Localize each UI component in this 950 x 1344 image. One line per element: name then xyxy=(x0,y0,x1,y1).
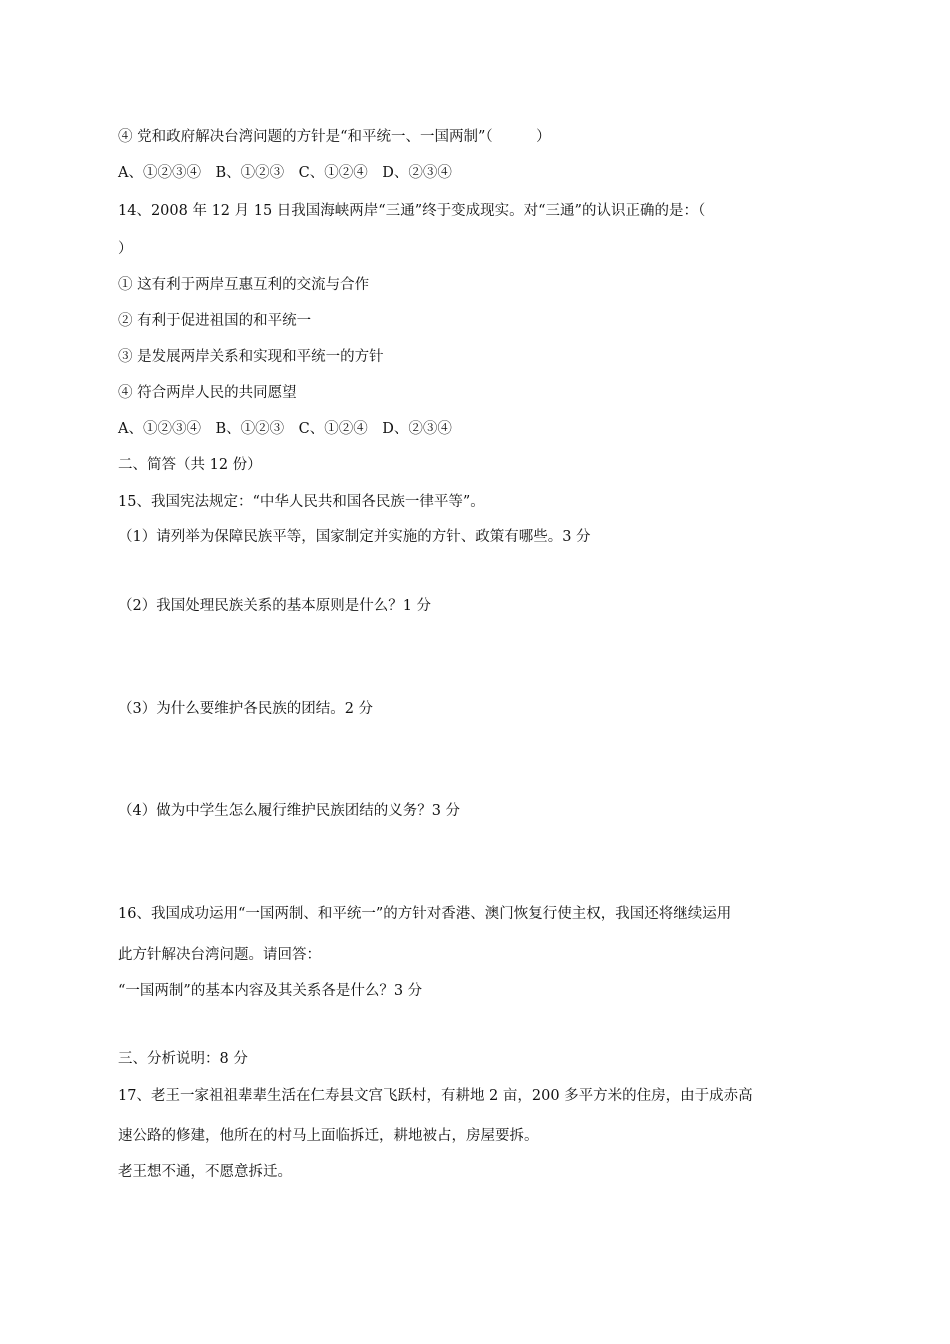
q15-sub-1: （1）请列举为保障民族平等，国家制定并实施的方针、政策有哪些。3 分 xyxy=(118,529,591,545)
q15-sub-2: （2）我国处理民族关系的基本原则是什么？1 分 xyxy=(118,598,432,614)
q14-item-1: ① 这有利于两岸互惠互利的交流与合作 xyxy=(118,277,370,293)
q14-stem-line-1: 14、2008 年 12 月 15 日我国海峡两岸“三通”终于变成现实。对“三通”的认识正确的是：（ xyxy=(118,203,706,219)
q14-item-4: ④ 符合两岸人民的共同愿望 xyxy=(118,385,297,401)
q14-item-2: ② 有利于促进祖国的和平统一 xyxy=(118,313,312,329)
q16-stem-line-1: 16、我国成功运用“一国两制、和平统一”的方针对香港、澳门恢复行使主权，我国还将继续运用 xyxy=(118,906,732,922)
q15-sub-3: （3）为什么要维护各民族的团结。2 分 xyxy=(118,701,374,717)
q16-stem-line-2: 此方针解决台湾问题。请回答： xyxy=(118,947,321,963)
q13-item-4: ④ 党和政府解决台湾问题的方针是“和平统一、一国两制”（ ） xyxy=(118,129,551,145)
q14-item-3: ③ 是发展两岸关系和实现和平统一的方针 xyxy=(118,349,384,365)
q15-sub-4: （4）做为中学生怎么履行维护民族团结的义务？3 分 xyxy=(118,803,461,819)
q17-stem-line-1: 17、老王一家祖祖辈辈生活在仁寿县文宫飞跃村，有耕地 2 亩，200 多平方米的住房，由于成赤高 xyxy=(118,1088,753,1104)
q14-stem-line-2: ） xyxy=(118,241,133,257)
section-3-heading: 三、分析说明：8 分 xyxy=(118,1051,248,1067)
q17-stem-line-3: 老王想不通，不愿意拆迁。 xyxy=(118,1164,292,1180)
q17-stem-line-2: 速公路的修建，他所在的村马上面临拆迁，耕地被占，房屋要拆。 xyxy=(118,1128,539,1144)
q15-stem: 15、我国宪法规定：“中华人民共和国各民族一律平等”。 xyxy=(118,494,485,510)
q13-options: A、①②③④ B、①②③ C、①②④ D、②③④ xyxy=(118,165,452,181)
q16-question: “一国两制”的基本内容及其关系各是什么？3 分 xyxy=(118,983,423,999)
q14-options: A、①②③④ B、①②③ C、①②④ D、②③④ xyxy=(118,421,452,437)
section-2-heading: 二、简答（共 12 份） xyxy=(118,457,262,473)
